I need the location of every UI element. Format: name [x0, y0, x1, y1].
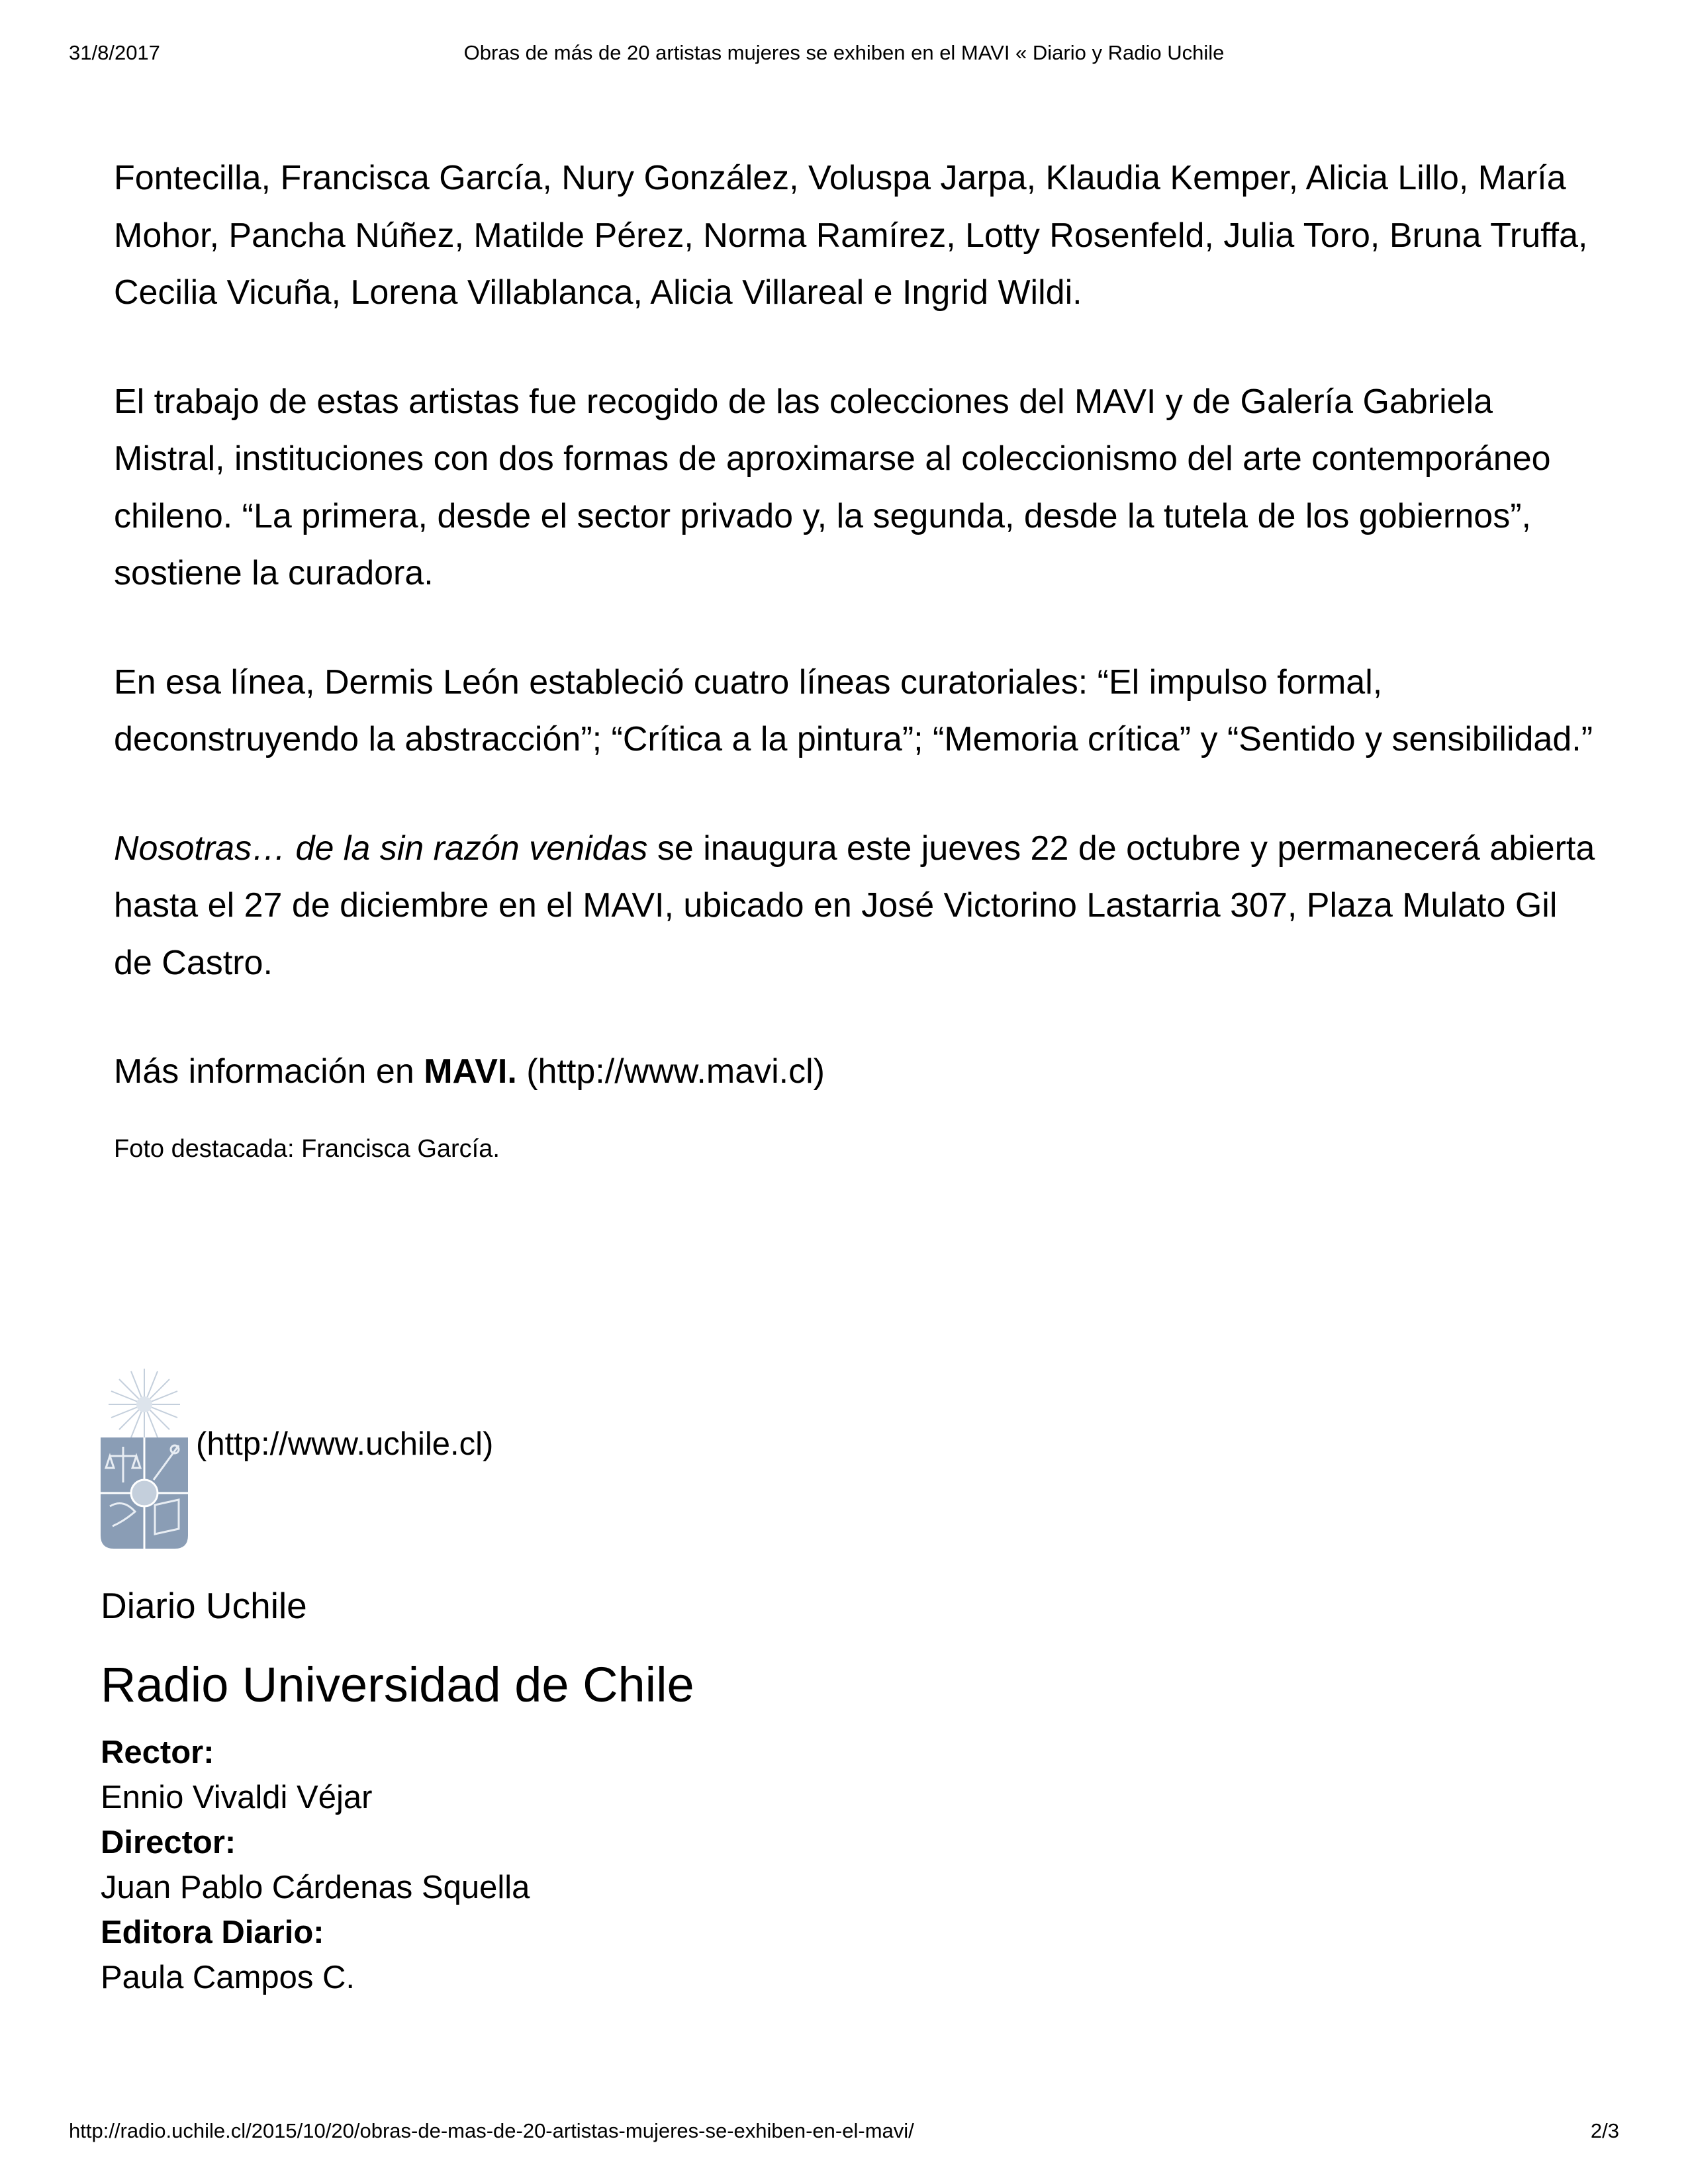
diario-uchile-heading: Diario Uchile	[101, 1585, 307, 1626]
artists-paragraph: Fontecilla, Francisca García, Nury González, Voluspa Jarpa, Klaudia Kemper, Alicia Lillo, María Mohor, Pancha Núñez, Matilde Pérez, Norma Ramírez, Lotty Rosenfeld, Julia Toro, Bruna Truffa, Cecilia Vicuña, Lorena Villablanca, Alicia Villareal e Ingrid Wildi.	[114, 159, 1588, 312]
mavi-link[interactable]: MAVI.	[424, 1052, 517, 1091]
exhibition-title: Nosotras… de la sin razón venidas	[114, 829, 648, 868]
opening-paragraph	[114, 820, 1597, 992]
uchile-url: (http://www.uchile.cl)	[196, 1426, 494, 1462]
credit-label-director: Director:	[101, 1825, 236, 1860]
credit-label-editor: Editora Diario:	[101, 1915, 324, 1950]
more-info-prefix: Más información en	[114, 1052, 424, 1091]
more-info-paragraph	[114, 1043, 1597, 1101]
site-footer	[101, 1582, 1027, 2000]
credit-name-rector: Ennio Vivaldi Véjar	[101, 1780, 373, 1815]
print-page-title: Obras de más de 20 artistas mujeres se exhiben en el MAVI « Diario y Radio Uchile	[463, 41, 1225, 64]
credits-list	[101, 1730, 1027, 2000]
print-page-number: 2/3	[1590, 2119, 1619, 2142]
print-source-url: http://radio.uchile.cl/2015/10/20/obras-de-mas-de-20-artistas-mujeres-se-exhiben-en-el-mavi/	[69, 2119, 914, 2142]
mavi-url: (http://www.mavi.cl)	[516, 1052, 825, 1091]
opening-details: se inaugura este jueves 22 de octubre y permanecerá abierta hasta el 27 de diciembre en el MAVI, ubicado en José Victorino Lastarria 307, Plaza Mulato Gil de Castro.	[114, 829, 1595, 982]
print-date: 31/8/2017	[69, 41, 160, 64]
article-body	[114, 150, 1597, 1165]
photo-caption: Foto destacada: Francisca García.	[114, 1134, 500, 1163]
radio-uchile-heading: Radio Universidad de Chile	[101, 1657, 694, 1712]
credit-name-director: Juan Pablo Cárdenas Squella	[101, 1870, 530, 1905]
uchile-crest-icon	[101, 1363, 188, 1549]
curatorial-lines-paragraph: En esa línea, Dermis León estableció cuatro líneas curatoriales: “El impulso formal, deconstruyendo la abstracción”; “Crítica a la pintura”; “Memoria crítica” y “Sentido y sensibilidad.”	[114, 662, 1593, 758]
collections-paragraph: El trabajo de estas artistas fue recogido de las colecciones del MAVI y de Galería Gabriela Mistral, instituciones con dos formas de aproximarse al coleccionismo del arte contemporáneo chileno. “La primera, desde el sector privado y, la segunda, desde la tutela de los gobiernos”, sostiene la curadora.	[114, 382, 1551, 592]
credit-name-editor: Paula Campos C.	[101, 1960, 355, 1995]
credit-label-rector: Rector:	[101, 1735, 214, 1770]
